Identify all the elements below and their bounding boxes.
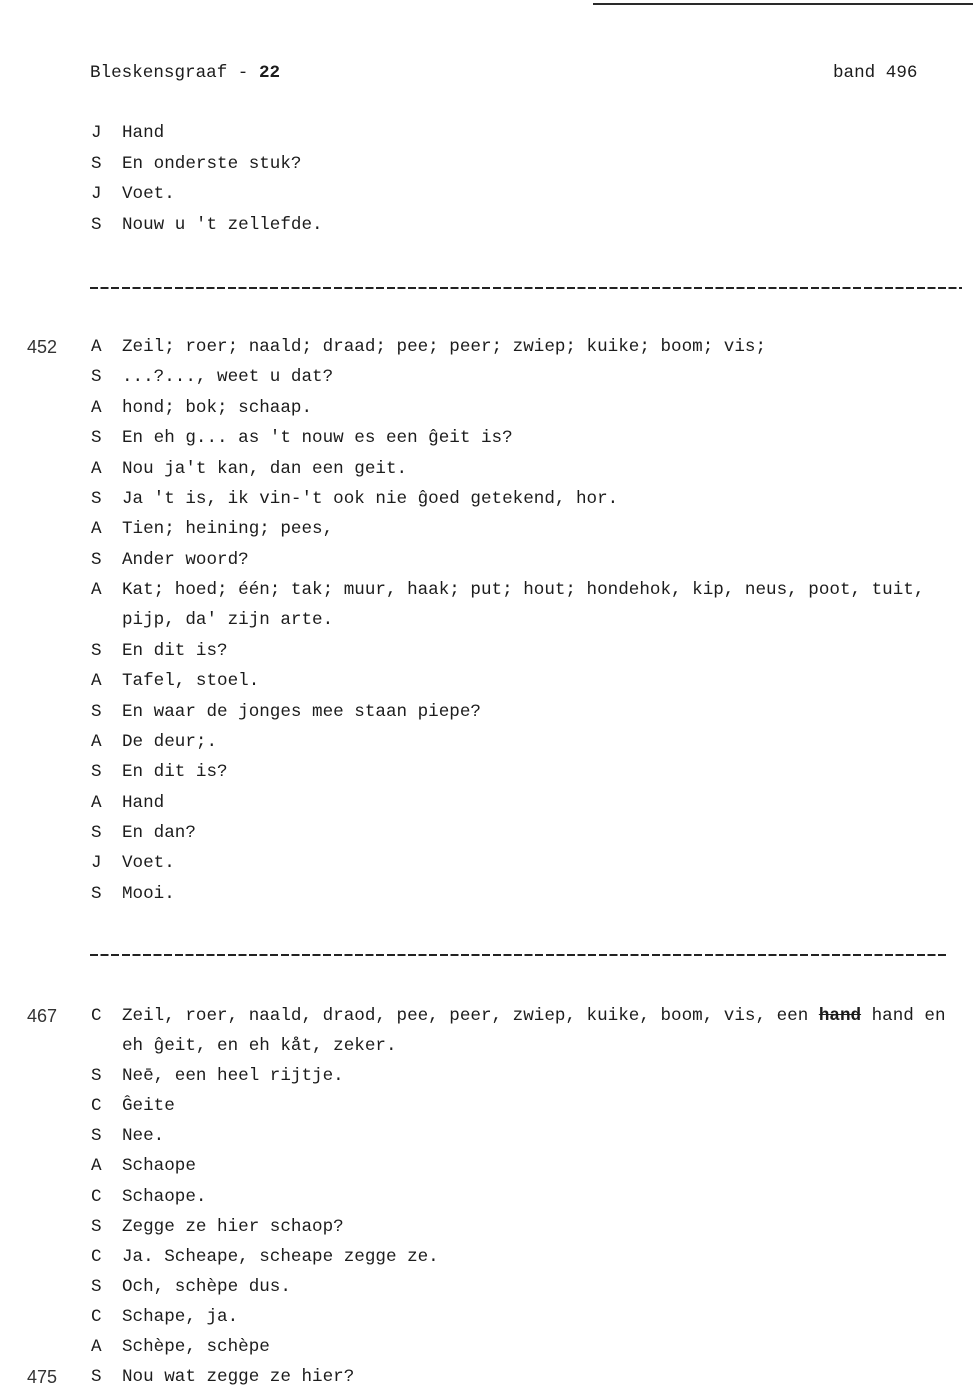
transcript-line (0, 214, 973, 236)
transcript-line (0, 792, 973, 814)
speaker-label: C (91, 1246, 102, 1267)
speaker-label: J (91, 123, 102, 143)
speaker-label: S (91, 762, 102, 783)
speaker-label: S (91, 823, 102, 843)
utterance-segment: Ĝeite (122, 1096, 175, 1117)
speaker-label: S (91, 153, 102, 174)
utterance-text (122, 1005, 946, 1027)
tape-label: band 496 (833, 63, 918, 83)
utterance-text (122, 1095, 175, 1117)
utterance-text (122, 1065, 344, 1087)
speaker-label: S (91, 1066, 102, 1087)
utterance-segment: Zeil; roer; naald; draad; pee; peer; zwiep; kuike; boom; vis; (122, 337, 767, 357)
speaker-label: A (91, 397, 102, 418)
speaker-label: A (91, 731, 102, 752)
utterance-segment: En dit is? (122, 640, 228, 661)
transcript-line (0, 397, 973, 419)
speaker-label: C (91, 1006, 102, 1026)
margin-line-number: 475 (27, 1367, 58, 1388)
utterance-segment: pijp, da' zijn arte. (122, 610, 334, 631)
utterance-text (122, 458, 407, 480)
transcript-line (0, 640, 973, 662)
utterance-text (122, 214, 323, 236)
utterance-segment: Hand (122, 123, 165, 143)
speaker-label: S (91, 549, 102, 570)
transcript-line-continuation (0, 1035, 973, 1057)
utterance-text (122, 852, 175, 874)
utterance-text (122, 609, 333, 631)
utterance-text (122, 549, 249, 571)
utterance-text (122, 122, 164, 144)
utterance-segment: Ja 't is, ik vin-'t ook nie ĝoed getekend, hor. (122, 488, 619, 509)
speaker-label: A (91, 519, 102, 540)
transcript-line (0, 1306, 973, 1328)
margin-line-number: 467 (27, 1006, 58, 1026)
transcript-line (0, 1005, 973, 1027)
utterance-segment: Tien; heining; pees, (122, 519, 334, 540)
utterance-segment: Tafel, stoel. (122, 671, 260, 692)
utterance-text (122, 518, 333, 540)
transcript-line (0, 122, 973, 144)
speaker-label: S (91, 640, 102, 661)
speaker-label: C (91, 1186, 102, 1207)
transcript-line (0, 1095, 973, 1117)
speaker-label: J (91, 853, 102, 874)
transcript-line (0, 1336, 973, 1358)
transcript-line (0, 1246, 973, 1268)
utterance-segment: Hand (122, 792, 165, 813)
utterance-text (122, 1246, 439, 1268)
utterance-text (122, 701, 481, 723)
utterance-text (122, 640, 228, 662)
page-number: 22 (258, 63, 281, 83)
transcript-line (0, 153, 973, 175)
utterance-text (122, 883, 175, 905)
transcript-line (0, 883, 973, 905)
speaker-label: S (91, 428, 102, 449)
speaker-label: S (91, 214, 102, 235)
transcript-line (0, 1065, 973, 1087)
utterance-segment: En dan? (122, 823, 196, 843)
utterance-text (122, 366, 333, 388)
utterance-segment: hond; bok; schaap. (122, 397, 313, 418)
utterance-text (122, 1035, 397, 1057)
transcript-line (0, 366, 973, 388)
transcript-line (0, 458, 973, 480)
utterance-text (122, 183, 175, 205)
utterance-segment: En dit is? (122, 762, 228, 783)
speaker-label: S (91, 367, 102, 388)
transcript-line-continuation (0, 609, 973, 631)
transcript-line (0, 518, 973, 540)
utterance-segment: Nou ja't kan, dan een geit. (122, 458, 408, 479)
utterance-segment: Nouw u 't zellefde. (122, 214, 323, 235)
speaker-label: S (91, 1216, 102, 1237)
utterance-segment: ...?..., weet u dat? (122, 367, 334, 388)
utterance-segment: Och, schèpe dus. (122, 1276, 291, 1297)
utterance-segment: Ja. Scheape, scheape zegge ze. (122, 1246, 439, 1267)
transcript-line (0, 1216, 973, 1238)
utterance-text (122, 397, 312, 419)
utterance-text (122, 336, 766, 358)
speaker-label: A (91, 580, 102, 600)
transcript-line (0, 670, 973, 692)
transcript-line (0, 852, 973, 874)
speaker-label: S (91, 701, 102, 722)
utterance-segment: Mooi. (122, 883, 175, 904)
utterance-text (122, 761, 228, 783)
transcript-line (0, 1276, 973, 1298)
speaker-label: C (91, 1096, 102, 1117)
transcript-line (0, 1186, 973, 1208)
transcript-line (0, 427, 973, 449)
utterance-segment: Voet. (122, 184, 175, 205)
utterance-segment: Kat; hoed; één; tak; muur, haak; put; hout; hondehok, kip, neus, poot, tuit, (122, 580, 925, 600)
utterance-segment: Schaope. (122, 1186, 207, 1207)
speaker-label: S (91, 1276, 102, 1297)
transcript-line (0, 822, 973, 844)
transcript-line (0, 1125, 973, 1147)
utterance-segment: Schèpe, schèpe (122, 1337, 270, 1358)
transcript-line (0, 549, 973, 571)
speaker-label: S (91, 488, 102, 509)
utterance-text (122, 731, 217, 753)
utterance-text (122, 1276, 291, 1298)
utterance-segment: Zegge ze hier schaop? (122, 1216, 344, 1237)
transcript-line (0, 1155, 973, 1177)
utterance-text (122, 153, 302, 175)
transcript-section (0, 1005, 973, 1388)
utterance-text (122, 1216, 344, 1238)
utterance-segment: Voet. (122, 853, 175, 874)
utterance-segment: Nee. (122, 1126, 165, 1147)
margin-line-number: 452 (27, 337, 58, 357)
utterance-text (122, 670, 259, 692)
transcript-line (0, 761, 973, 783)
transcript-section (0, 336, 973, 905)
place-name: Bleskensgraaf - (90, 63, 259, 83)
transcript-line (0, 488, 973, 510)
utterance-text (122, 822, 196, 844)
utterance-segment: Schape, ja. (122, 1306, 239, 1327)
transcript-line (0, 731, 973, 753)
utterance-text (122, 1336, 270, 1358)
speaker-label: S (91, 1126, 102, 1147)
transcript-line (0, 579, 973, 601)
utterance-text (122, 1186, 206, 1208)
speaker-label: A (91, 671, 102, 692)
utterance-text (122, 1125, 164, 1147)
utterance-text (122, 1155, 196, 1177)
utterance-segment: En eh g... as 't nouw es een ĝeit is? (122, 428, 513, 449)
utterance-segment: De deur;. (122, 731, 218, 752)
speaker-label: A (91, 1156, 102, 1177)
utterance-text (122, 1306, 238, 1328)
utterance-segment: En onderste stuk? (122, 153, 302, 174)
struck-out-word: hand (818, 1006, 862, 1026)
speaker-label: C (91, 1306, 102, 1327)
utterance-text (122, 488, 618, 510)
utterance-segment: Neē, een heel rijtje. (122, 1066, 344, 1087)
utterance-segment: hand en (861, 1006, 946, 1026)
utterance-segment: En waar de jonges mee staan piepe? (122, 701, 481, 722)
speaker-label: S (91, 883, 102, 904)
transcript-line (0, 183, 973, 205)
transcript-section (0, 122, 973, 236)
utterance-segment: Nou wat zegge ze hier? (122, 1367, 355, 1388)
speaker-label: A (91, 337, 102, 357)
utterance-text (122, 1366, 354, 1388)
utterance-text (122, 427, 513, 449)
speaker-label: A (91, 1337, 102, 1358)
transcript-line (0, 336, 973, 358)
utterance-segment: Zeil, roer, naald, draod, pee, peer, zwiep, kuike, boom, vis, een (122, 1006, 819, 1026)
speaker-label: J (91, 184, 102, 205)
transcript-line (0, 701, 973, 723)
speaker-label: S (91, 1367, 102, 1388)
utterance-segment: eh ĝeit, en eh kåt, zeker. (122, 1036, 397, 1057)
transcript-line (0, 1366, 973, 1388)
speaker-label: A (91, 792, 102, 813)
speaker-label: A (91, 458, 102, 479)
utterance-segment: Ander woord? (122, 549, 249, 570)
utterance-segment: Schaope (122, 1156, 196, 1177)
utterance-text (122, 579, 924, 601)
utterance-text (122, 792, 164, 814)
